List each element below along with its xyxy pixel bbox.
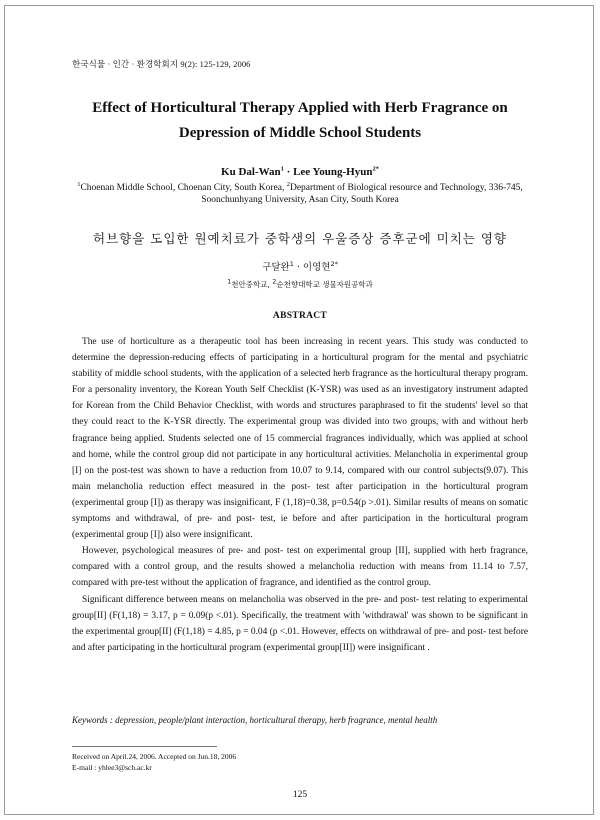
affiliation-2: Department of Biological resource and Technology, 336-745, — [289, 183, 523, 193]
affiliation-1: Choenan Middle School, Choenan City, South Korea, — [80, 183, 287, 193]
author-separator: · — [283, 166, 294, 178]
abstract-paragraph-3: Significant difference between means on melancholia was observed in the pre- and post- test relating to experimental group[II] (F(1,18) = 3.17, p = 0.09(p <.01). Specifically, the treatment with 'withdrawal' was shown to be significant in the experimental group[II] (F(1,18) = 4.85, p = 0.04 (p <.01. However, effects on withdrawal of pre- and post- test before and after participating in the horticultural program (experimental group[II]) were insignificant . — [72, 594, 528, 653]
keywords: Keywords : depression, people/plant interaction, horticultural therapy, herb fragrance, mental health — [72, 715, 438, 725]
author-2-mark: 2* — [372, 165, 379, 173]
paper-title — [40, 96, 560, 146]
abstract-paragraph-1: The use of horticulture as a therapeutic tool has been increasing in recent years. This study was conducted to determine the depression-reducing effects of participating in a horticultural program for the mental and psychiatric stability of middle school students, with the application of a selected herb fragrance as the horticultural therapy program. For a personality inventory, the Korean Youth Self Checklist (K-YSR) was used as an investigatory instrument adapted for Korean from the Child Behavior Checklist, with words and structures paraphrased to fit the students' level so that they could react to the K-YSR directly. The experimental group was divided into two groups, with and without herb fragrance being applied. Students selected one of 15 commercial fragrances individually, which was applied at school and home, while the control group did not participate in any horticultural activities. Melancholia in experimental group [I] on the post-test was shown to have a reduction from 10.07 to 9.14, compared with our control subjects(9.07). This main melancholia reduction effect measured in the post- test after participation in the horticultural program (experimental group [I]) as therapy was insignificant, F (1,18)=0.38, p=0.54(p >.01). Similar results of means on somatic symptoms and withdrawal, of pre- and post- test, ie before and after participation in the horticultural program (experimental group [I]) also were insignificant. — [72, 337, 528, 541]
received-date: Received on April.24, 2006. Accepted on Jun.18, 2006 — [72, 752, 237, 761]
korean-author-2-mark: 2* — [330, 259, 338, 268]
korean-author-1-mark: 1 — [289, 259, 294, 268]
footnote-rule — [72, 746, 217, 747]
author-2: Lee Young-Hyun — [293, 166, 373, 178]
title-line-1: Effect of Horticultural Therapy Applied with Herb Fragrance on — [92, 100, 508, 116]
affiliations — [40, 182, 560, 206]
author-1: Ku Dal-Wan — [221, 166, 281, 178]
korean-affiliation-1: 천안중학교, — [231, 280, 273, 289]
korean-affiliation-2: 순천향대학교 생물자원공학과 — [276, 280, 373, 289]
affiliation-mark-1: 1 — [77, 180, 81, 188]
email: E-mail : yhlee3@sch.ac.kr — [72, 762, 152, 772]
korean-author-2: 이영현 — [302, 262, 331, 273]
abstract-paragraph-2: However, psychological measures of pre- and post- test on experimental group [II], supplied with herb fragrance, compared with a control group, and the results showed a melancholia reduction with means from 11.14 to 7.57, compared with pre-test without the application of fragrance, and identified as the control group. — [72, 546, 528, 589]
authors — [0, 166, 600, 178]
korean-author-separator: · — [293, 262, 303, 273]
footnote — [72, 752, 236, 773]
abstract-body — [72, 334, 528, 656]
abstract-heading: ABSTRACT — [272, 311, 328, 321]
korean-affiliation-mark-2: 2 — [272, 277, 277, 286]
korean-affiliations — [0, 279, 600, 290]
page-number: 125 — [292, 790, 308, 800]
korean-affiliation-mark-1: 1 — [227, 277, 232, 286]
korean-author-1: 구달완 — [262, 262, 290, 273]
korean-title: 허브향을 도입한 원예치료가 중학생의 우울증상 증후군에 미치는 영향 — [93, 231, 507, 246]
title-line-2: Depression of Middle School Students — [178, 125, 422, 141]
korean-authors — [0, 259, 600, 273]
affiliation-mark-2: 2 — [286, 180, 290, 188]
affiliation-line-1 — [40, 182, 560, 194]
journal-header: 한국식물 · 인간 · 환경학회지 9(2): 125-129, 2006 — [72, 59, 251, 69]
author-1-mark: 1 — [280, 165, 284, 173]
affiliation-line-2: Soonchunhyang University, Asan City, South Korea — [201, 195, 399, 205]
